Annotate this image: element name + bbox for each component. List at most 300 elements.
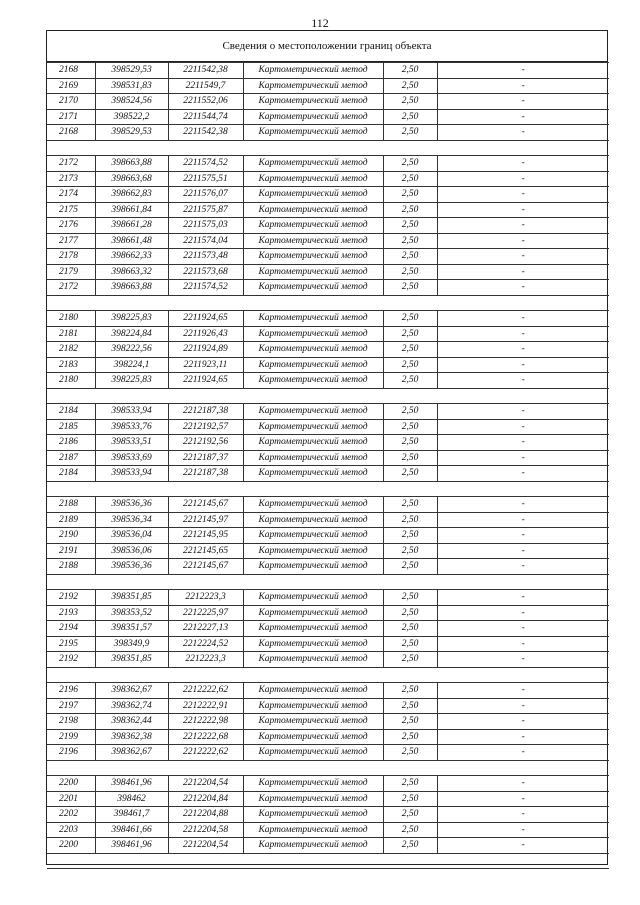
cell-description: - [437,791,609,807]
cell-point-number: 2172 [47,280,95,296]
table-row [47,466,609,482]
cell-y-coordinate: 2212192,56 [168,435,243,451]
table-row [47,357,609,373]
cell-point-number: 2188 [47,497,95,513]
page-number: 112 [311,16,329,30]
cell-y-coordinate: 2212222,68 [168,729,243,745]
cell-accuracy: 2,50 [383,187,437,203]
cell-point-number: 2184 [47,404,95,420]
table-row [47,280,609,296]
cell-description: - [437,652,609,668]
cell-y-coordinate: 2211573,68 [168,264,243,280]
cell-accuracy: 2,50 [383,528,437,544]
cell-description: - [437,311,609,327]
cell-x-coordinate: 398349,9 [95,636,168,652]
table-row [47,94,609,110]
cell-description: - [437,357,609,373]
cell-y-coordinate: 2212222,62 [168,745,243,761]
table-row [47,652,609,668]
cell-accuracy: 2,50 [383,326,437,342]
cell-y-coordinate: 2211549,7 [168,78,243,94]
cell-point-number: 2192 [47,590,95,606]
separator-cell [47,760,609,776]
cell-y-coordinate: 2212222,98 [168,714,243,730]
cell-y-coordinate: 2212187,37 [168,450,243,466]
boundary-table-frame [46,30,608,865]
cell-description: - [437,419,609,435]
cell-y-coordinate: 2211574,04 [168,233,243,249]
cell-method: Картометрический метод [243,63,383,79]
group-separator [47,388,609,404]
table-row [47,745,609,761]
cell-description: - [437,590,609,606]
cell-x-coordinate: 398536,04 [95,528,168,544]
cell-description: - [437,156,609,172]
cell-point-number: 2194 [47,621,95,637]
cell-x-coordinate: 398362,67 [95,745,168,761]
table-row [47,63,609,79]
cell-description: - [437,838,609,854]
cell-x-coordinate: 398461,96 [95,776,168,792]
separator-cell [47,481,609,497]
cell-method: Картометрический метод [243,621,383,637]
cell-x-coordinate: 398529,53 [95,125,168,141]
cell-description: - [437,280,609,296]
cell-accuracy: 2,50 [383,729,437,745]
cell-method: Картометрический метод [243,202,383,218]
cell-y-coordinate: 2211924,65 [168,311,243,327]
cell-x-coordinate: 398536,06 [95,543,168,559]
cell-method: Картометрический метод [243,512,383,528]
table-row [47,590,609,606]
cell-accuracy: 2,50 [383,357,437,373]
group-separator [47,481,609,497]
cell-method: Картометрический метод [243,357,383,373]
cell-method: Картометрический метод [243,233,383,249]
cell-x-coordinate: 398661,84 [95,202,168,218]
table-row [47,683,609,699]
cell-method: Картометрический метод [243,450,383,466]
cell-description: - [437,683,609,699]
cell-x-coordinate: 398362,44 [95,714,168,730]
cell-point-number: 2183 [47,357,95,373]
cell-point-number: 2180 [47,311,95,327]
table-row [47,450,609,466]
cell-accuracy: 2,50 [383,171,437,187]
cell-accuracy: 2,50 [383,621,437,637]
cell-description: - [437,729,609,745]
cell-accuracy: 2,50 [383,838,437,854]
cell-accuracy: 2,50 [383,605,437,621]
cell-method: Картометрический метод [243,590,383,606]
cell-description: - [437,264,609,280]
cell-x-coordinate: 398461,66 [95,822,168,838]
cell-y-coordinate: 2211552,06 [168,94,243,110]
cell-method: Картометрический метод [243,280,383,296]
cell-point-number: 2174 [47,187,95,203]
table-row [47,218,609,234]
cell-accuracy: 2,50 [383,342,437,358]
table-row [47,78,609,94]
cell-x-coordinate: 398351,85 [95,590,168,606]
cell-x-coordinate: 398662,33 [95,249,168,265]
cell-accuracy: 2,50 [383,450,437,466]
cell-method: Картометрический метод [243,714,383,730]
cell-description: - [437,776,609,792]
cell-y-coordinate: 2211924,65 [168,373,243,389]
cell-point-number: 2203 [47,822,95,838]
cell-description: - [437,605,609,621]
cell-method: Картометрический метод [243,497,383,513]
cell-x-coordinate: 398663,88 [95,156,168,172]
cell-description: - [437,497,609,513]
cell-description: - [437,342,609,358]
cell-method: Картометрический метод [243,249,383,265]
cell-method: Картометрический метод [243,652,383,668]
table-row [47,435,609,451]
cell-method: Картометрический метод [243,559,383,575]
table-row [47,249,609,265]
separator-cell [47,388,609,404]
cell-accuracy: 2,50 [383,683,437,699]
cell-point-number: 2176 [47,218,95,234]
cell-x-coordinate: 398351,85 [95,652,168,668]
cell-description: - [437,249,609,265]
cell-y-coordinate: 2211575,87 [168,202,243,218]
cell-accuracy: 2,50 [383,249,437,265]
table-row [47,311,609,327]
table-row [47,838,609,854]
cell-point-number: 2180 [47,373,95,389]
cell-y-coordinate: 2212224,52 [168,636,243,652]
table-row [47,342,609,358]
table-row [47,202,609,218]
cell-accuracy: 2,50 [383,109,437,125]
cell-method: Картометрический метод [243,838,383,854]
cell-point-number: 2184 [47,466,95,482]
cell-description: - [437,559,609,575]
cell-method: Картометрический метод [243,109,383,125]
cell-description: - [437,698,609,714]
cell-point-number: 2200 [47,776,95,792]
cell-point-number: 2192 [47,652,95,668]
cell-point-number: 2168 [47,125,95,141]
cell-point-number: 2172 [47,156,95,172]
cell-x-coordinate: 398661,48 [95,233,168,249]
cell-description: - [437,125,609,141]
table-row [47,373,609,389]
cell-y-coordinate: 2211926,43 [168,326,243,342]
cell-method: Картометрический метод [243,326,383,342]
cell-accuracy: 2,50 [383,714,437,730]
cell-y-coordinate: 2211923,11 [168,357,243,373]
cell-y-coordinate: 2212187,38 [168,466,243,482]
cell-method: Картометрический метод [243,729,383,745]
table-row [47,326,609,342]
cell-point-number: 2199 [47,729,95,745]
cell-x-coordinate: 398522,2 [95,109,168,125]
cell-y-coordinate: 2211574,52 [168,156,243,172]
cell-point-number: 2178 [47,249,95,265]
table-title: Сведения о местоположении границ объекта [47,31,607,62]
cell-x-coordinate: 398533,69 [95,450,168,466]
cell-method: Картометрический метод [243,187,383,203]
cell-x-coordinate: 398225,83 [95,373,168,389]
cell-accuracy: 2,50 [383,125,437,141]
cell-x-coordinate: 398362,74 [95,698,168,714]
cell-description: - [437,450,609,466]
cell-description: - [437,714,609,730]
separator-cell [47,574,609,590]
cell-method: Картометрический метод [243,94,383,110]
cell-description: - [437,94,609,110]
cell-description: - [437,326,609,342]
table-row [47,776,609,792]
table-row [47,497,609,513]
cell-y-coordinate: 2211576,07 [168,187,243,203]
cell-method: Картометрический метод [243,791,383,807]
cell-point-number: 2201 [47,791,95,807]
cell-y-coordinate: 2212227,13 [168,621,243,637]
cell-x-coordinate: 398533,51 [95,435,168,451]
cell-method: Картометрический метод [243,683,383,699]
cell-method: Картометрический метод [243,156,383,172]
cell-point-number: 2189 [47,512,95,528]
cell-y-coordinate: 2212223,3 [168,590,243,606]
table-row [47,171,609,187]
separator-cell [47,853,609,869]
cell-x-coordinate: 398529,53 [95,63,168,79]
cell-x-coordinate: 398661,28 [95,218,168,234]
table-row [47,156,609,172]
cell-accuracy: 2,50 [383,63,437,79]
table-row [47,698,609,714]
cell-y-coordinate: 2211573,48 [168,249,243,265]
cell-description: - [437,745,609,761]
table-row [47,528,609,544]
cell-description: - [437,202,609,218]
cell-accuracy: 2,50 [383,745,437,761]
cell-y-coordinate: 2212192,57 [168,419,243,435]
cell-description: - [437,466,609,482]
cell-accuracy: 2,50 [383,636,437,652]
group-separator [47,140,609,156]
group-separator [47,574,609,590]
cell-accuracy: 2,50 [383,233,437,249]
cell-point-number: 2200 [47,838,95,854]
cell-method: Картометрический метод [243,435,383,451]
cell-method: Картометрический метод [243,218,383,234]
cell-point-number: 2196 [47,745,95,761]
cell-y-coordinate: 2211544,74 [168,109,243,125]
cell-x-coordinate: 398533,94 [95,404,168,420]
cell-description: - [437,373,609,389]
cell-point-number: 2171 [47,109,95,125]
cell-y-coordinate: 2212222,62 [168,683,243,699]
cell-y-coordinate: 2212204,54 [168,776,243,792]
cell-accuracy: 2,50 [383,590,437,606]
separator-cell [47,295,609,311]
cell-method: Картометрический метод [243,636,383,652]
cell-accuracy: 2,50 [383,218,437,234]
cell-y-coordinate: 2212145,97 [168,512,243,528]
cell-x-coordinate: 398224,84 [95,326,168,342]
cell-accuracy: 2,50 [383,419,437,435]
cell-x-coordinate: 398224,1 [95,357,168,373]
cell-point-number: 2195 [47,636,95,652]
cell-y-coordinate: 2212145,65 [168,543,243,559]
table-row [47,791,609,807]
cell-point-number: 2185 [47,419,95,435]
cell-point-number: 2181 [47,326,95,342]
cell-accuracy: 2,50 [383,698,437,714]
cell-x-coordinate: 398663,68 [95,171,168,187]
cell-y-coordinate: 2211542,38 [168,63,243,79]
cell-method: Картометрический метод [243,171,383,187]
cell-accuracy: 2,50 [383,791,437,807]
cell-method: Картометрический метод [243,543,383,559]
cell-description: - [437,512,609,528]
cell-y-coordinate: 2211575,03 [168,218,243,234]
cell-x-coordinate: 398533,76 [95,419,168,435]
cell-y-coordinate: 2212145,67 [168,497,243,513]
cell-y-coordinate: 2212204,54 [168,838,243,854]
cell-point-number: 2169 [47,78,95,94]
cell-point-number: 2170 [47,94,95,110]
table-row [47,109,609,125]
cell-y-coordinate: 2211924,89 [168,342,243,358]
cell-accuracy: 2,50 [383,311,437,327]
cell-point-number: 2190 [47,528,95,544]
cell-y-coordinate: 2212225,97 [168,605,243,621]
cell-x-coordinate: 398524,56 [95,94,168,110]
cell-accuracy: 2,50 [383,78,437,94]
cell-accuracy: 2,50 [383,559,437,575]
cell-accuracy: 2,50 [383,264,437,280]
cell-point-number: 2177 [47,233,95,249]
cell-method: Картометрический метод [243,745,383,761]
cell-accuracy: 2,50 [383,373,437,389]
cell-x-coordinate: 398533,94 [95,466,168,482]
cell-x-coordinate: 398536,34 [95,512,168,528]
cell-x-coordinate: 398222,56 [95,342,168,358]
cell-y-coordinate: 2212145,67 [168,559,243,575]
cell-description: - [437,543,609,559]
cell-point-number: 2187 [47,450,95,466]
cell-description: - [437,218,609,234]
cell-method: Картометрический метод [243,264,383,280]
cell-x-coordinate: 398351,57 [95,621,168,637]
cell-accuracy: 2,50 [383,404,437,420]
group-separator [47,853,609,869]
cell-method: Картометрический метод [243,78,383,94]
cell-point-number: 2168 [47,63,95,79]
cell-accuracy: 2,50 [383,543,437,559]
coordinates-table-body [47,63,609,869]
cell-x-coordinate: 398225,83 [95,311,168,327]
table-row [47,419,609,435]
table-row [47,559,609,575]
cell-point-number: 2198 [47,714,95,730]
cell-accuracy: 2,50 [383,652,437,668]
cell-description: - [437,822,609,838]
cell-accuracy: 2,50 [383,156,437,172]
cell-accuracy: 2,50 [383,466,437,482]
cell-x-coordinate: 398531,83 [95,78,168,94]
separator-cell [47,140,609,156]
cell-description: - [437,528,609,544]
cell-description: - [437,621,609,637]
cell-accuracy: 2,50 [383,822,437,838]
cell-y-coordinate: 2212187,38 [168,404,243,420]
cell-accuracy: 2,50 [383,776,437,792]
cell-accuracy: 2,50 [383,202,437,218]
cell-x-coordinate: 398362,67 [95,683,168,699]
table-row [47,822,609,838]
cell-x-coordinate: 398662,83 [95,187,168,203]
cell-x-coordinate: 398663,32 [95,264,168,280]
table-row [47,187,609,203]
cell-accuracy: 2,50 [383,94,437,110]
cell-y-coordinate: 2211575,51 [168,171,243,187]
table-row [47,605,609,621]
cell-method: Картометрический метод [243,605,383,621]
cell-method: Картометрический метод [243,776,383,792]
cell-x-coordinate: 398362,38 [95,729,168,745]
cell-y-coordinate: 2211542,38 [168,125,243,141]
cell-point-number: 2175 [47,202,95,218]
cell-accuracy: 2,50 [383,807,437,823]
cell-method: Картометрический метод [243,466,383,482]
coordinates-table [47,62,609,869]
cell-point-number: 2173 [47,171,95,187]
group-separator [47,760,609,776]
cell-point-number: 2202 [47,807,95,823]
cell-point-number: 2182 [47,342,95,358]
table-row [47,621,609,637]
cell-x-coordinate: 398353,52 [95,605,168,621]
table-row [47,543,609,559]
group-separator [47,295,609,311]
cell-description: - [437,78,609,94]
cell-description: - [437,187,609,203]
cell-y-coordinate: 2212204,88 [168,807,243,823]
cell-point-number: 2197 [47,698,95,714]
cell-y-coordinate: 2212204,84 [168,791,243,807]
cell-point-number: 2191 [47,543,95,559]
table-row [47,714,609,730]
table-row [47,512,609,528]
cell-x-coordinate: 398663,88 [95,280,168,296]
cell-accuracy: 2,50 [383,512,437,528]
table-row [47,404,609,420]
separator-cell [47,667,609,683]
cell-method: Картометрический метод [243,311,383,327]
cell-x-coordinate: 398536,36 [95,497,168,513]
group-separator [47,667,609,683]
cell-method: Картометрический метод [243,342,383,358]
table-row [47,636,609,652]
cell-x-coordinate: 398461,7 [95,807,168,823]
cell-description: - [437,171,609,187]
cell-accuracy: 2,50 [383,497,437,513]
cell-method: Картометрический метод [243,373,383,389]
cell-y-coordinate: 2211574,52 [168,280,243,296]
cell-x-coordinate: 398462 [95,791,168,807]
cell-method: Картометрический метод [243,528,383,544]
cell-accuracy: 2,50 [383,280,437,296]
cell-method: Картометрический метод [243,419,383,435]
